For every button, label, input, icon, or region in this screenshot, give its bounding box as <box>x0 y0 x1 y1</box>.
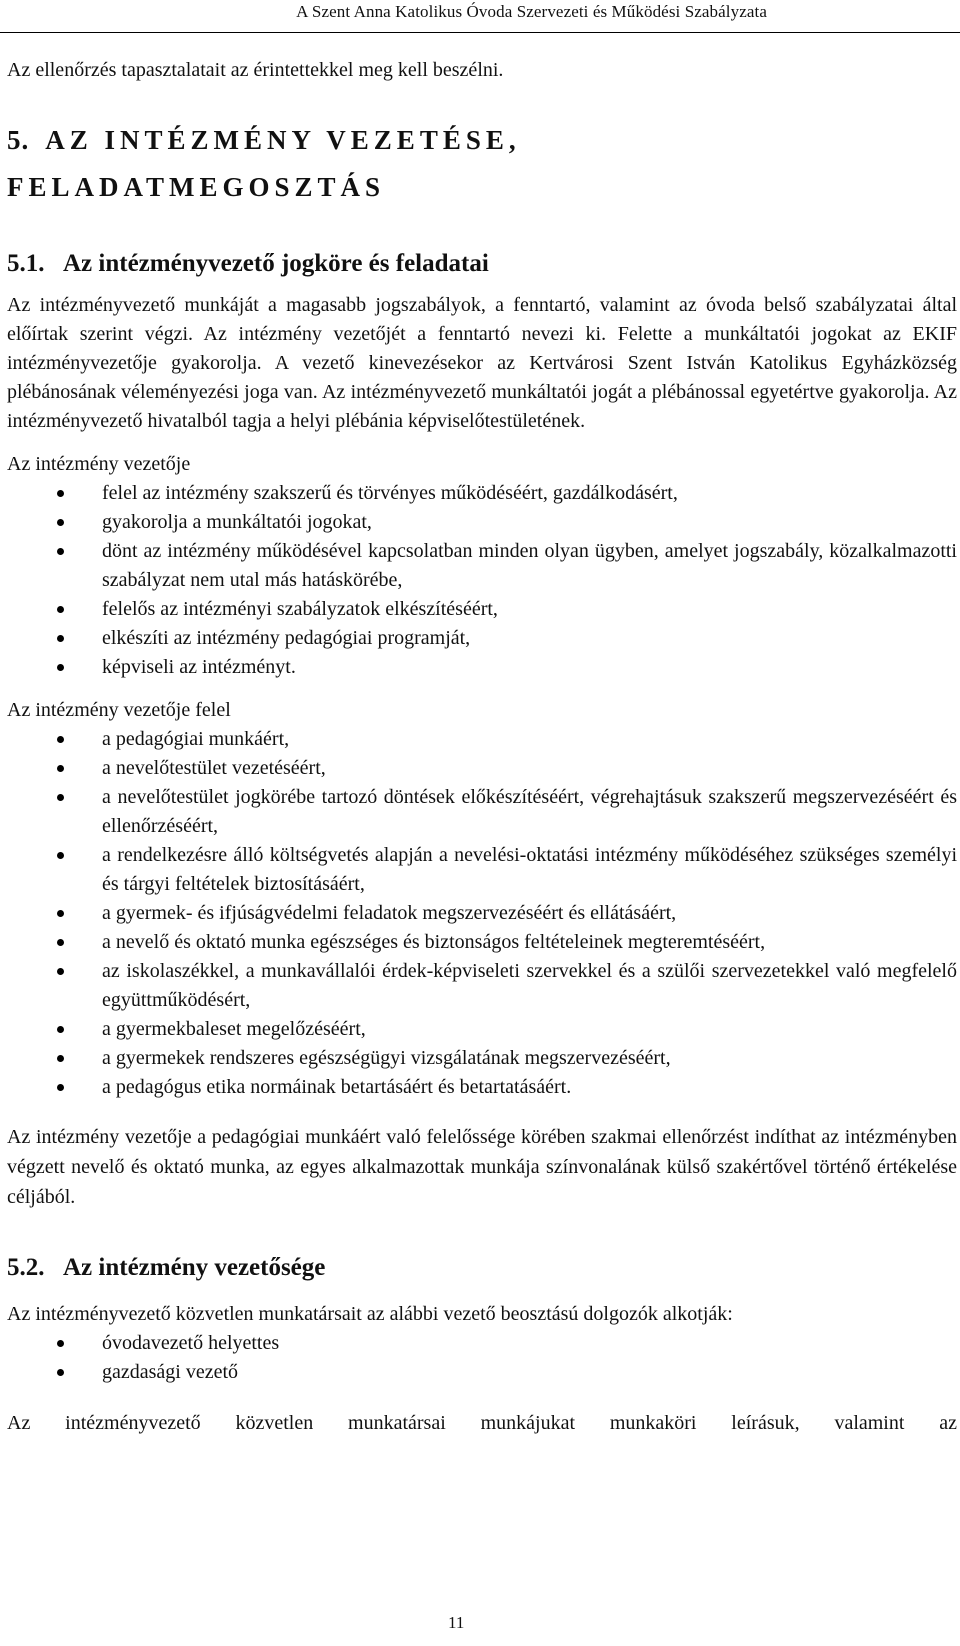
bullet-icon <box>57 765 64 772</box>
page-number: 11 <box>448 1613 465 1632</box>
bullet-icon <box>57 606 64 613</box>
responsibility-paragraph: Az intézményvezető munkáját a magasabb jogszabályok, a fenntartó, valamint az óvoda belső szabályzatai által előírtak szerint végzi. Az intézmény vezetőjét a fenntartó nevezi ki. Felette a munkáltatói jogokat az EKIF intézményvezetője gyakorolja. A vezető kinevezésekor az Kertvárosi Szent István Katolikus Egyházközség plébánosának véleményezési joga van. Az intézményvezető munkáltatói jogát a plébánossal egyetértve gyakorolja. Az intézményvezető hivatalból tagja a helyi plébánia képviselőtestületének. <box>7 294 957 432</box>
bullet-icon <box>57 852 64 859</box>
bullet-icon <box>57 490 64 497</box>
list-item: a pedagógus etika normáinak betartásáért és betartatásáért. <box>7 1073 957 1102</box>
running-header: A Szent Anna Katolikus Óvoda Szervezeti és Működési Szabályzata <box>296 2 767 21</box>
bullet-icon <box>57 1340 64 1347</box>
list-intro: Az intézmény vezetője <box>7 453 191 475</box>
bullet-icon <box>57 519 64 526</box>
bullet-icon <box>57 1084 64 1091</box>
list-item: képviseli az intézményt. <box>7 653 957 682</box>
section-heading-5-1 <box>7 248 957 280</box>
leadership-intro: Az intézményvezető közvetlen munkatársait az alábbi vezető beosztású dolgozók alkotják: <box>7 1303 733 1325</box>
list-item: a gyermekbaleset megelőzéséért, <box>7 1015 957 1044</box>
bullet-list <box>7 479 957 682</box>
trailing-line: Az intézményvezető közvetlen munkatársai munkájukat munkaköri leírásuk, valamint az <box>7 1412 957 1434</box>
bullet-list <box>7 1329 957 1387</box>
list-item: a rendelkezésre álló költségvetés alapján a nevelési-oktatási intézmény működéséhez szükséges személyi és tárgyi feltételek biztosításáért, <box>7 841 957 899</box>
list-item: felel az intézmény szakszerű és törvényes működéséért, gazdálkodásért, <box>7 479 957 508</box>
list-item: a nevelőtestület vezetéséért, <box>7 754 957 783</box>
intro-line: Az ellenőrzés tapasztalatait az érintettekkel meg kell beszélni. <box>7 59 504 81</box>
bullet-list <box>7 725 957 1102</box>
bullet-icon <box>57 548 64 555</box>
chapter-heading <box>7 117 957 211</box>
list-item: a nevelőtestület jogkörébe tartozó döntések előkészítéséért, végrehajtásuk szakszerű megszervezéséért és ellenőrzéséért, <box>7 783 957 841</box>
chapter-number: 5. <box>7 125 30 155</box>
list-item: óvodavezető helyettes <box>7 1329 957 1358</box>
list-item: elkészíti az intézmény pedagógiai programját, <box>7 624 957 653</box>
bullet-icon <box>57 1026 64 1033</box>
section-number: 5.2. <box>7 1254 45 1281</box>
list-intro: Az intézmény vezetője felel <box>7 699 231 721</box>
list-item: felelős az intézményi szabályzatok elkészítéséért, <box>7 595 957 624</box>
section-title: Az intézmény vezetősége <box>63 1254 326 1281</box>
bullet-icon <box>57 664 64 671</box>
bullet-icon <box>57 635 64 642</box>
section-title: Az intézményvezető jogköre és feladatai <box>63 250 489 277</box>
chapter-title-line2: FELADATMEGOSZTÁS <box>7 172 386 202</box>
list-item: a gyermekek rendszeres egészségügyi vizsgálatának megszervezéséért, <box>7 1044 957 1073</box>
list-item: a gyermek- és ifjúságvédelmi feladatok megszervezéséért és ellátásáért, <box>7 899 957 928</box>
list-item: a pedagógiai munkáért, <box>7 725 957 754</box>
list-item: dönt az intézmény működésével kapcsolatban minden olyan ügyben, amelyet jogszabály, közalkalmazotti szabályzat nem utal más hatáskörébe, <box>7 537 957 595</box>
bullet-icon <box>57 1055 64 1062</box>
list-item: gyakorolja a munkáltatói jogokat, <box>7 508 957 537</box>
chapter-title-line1: AZ INTÉZMÉNY VEZETÉSE, <box>45 125 521 155</box>
list-item: gazdasági vezető <box>7 1358 957 1387</box>
bullet-icon <box>57 794 64 801</box>
section-heading-5-2 <box>7 1252 957 1284</box>
list-item: az iskolaszékkel, a munkavállalói érdek-képviseleti szervekkel és a szülői szervezetekkel való megfelelő együttműködésért, <box>7 957 957 1015</box>
list-item: a nevelő és oktató munka egészséges és biztonságos feltételeinek megteremtéséért, <box>7 928 957 957</box>
bullet-icon <box>57 910 64 917</box>
page-content <box>7 56 957 1438</box>
bullet-icon <box>57 1369 64 1376</box>
header-divider <box>0 32 960 33</box>
section-number: 5.1. <box>7 250 45 277</box>
bullet-icon <box>57 968 64 975</box>
bullet-icon <box>57 736 64 743</box>
closing-paragraph: Az intézmény vezetője a pedagógiai munkáért való felelőssége körében szakmai ellenőrzést indíthat az intézményben végzett nevelő és oktató munka, az egyes alkalmazottak munkája színvonalának külső szakértővel történő értékelése céljából. <box>7 1126 957 1208</box>
bullet-icon <box>57 939 64 946</box>
